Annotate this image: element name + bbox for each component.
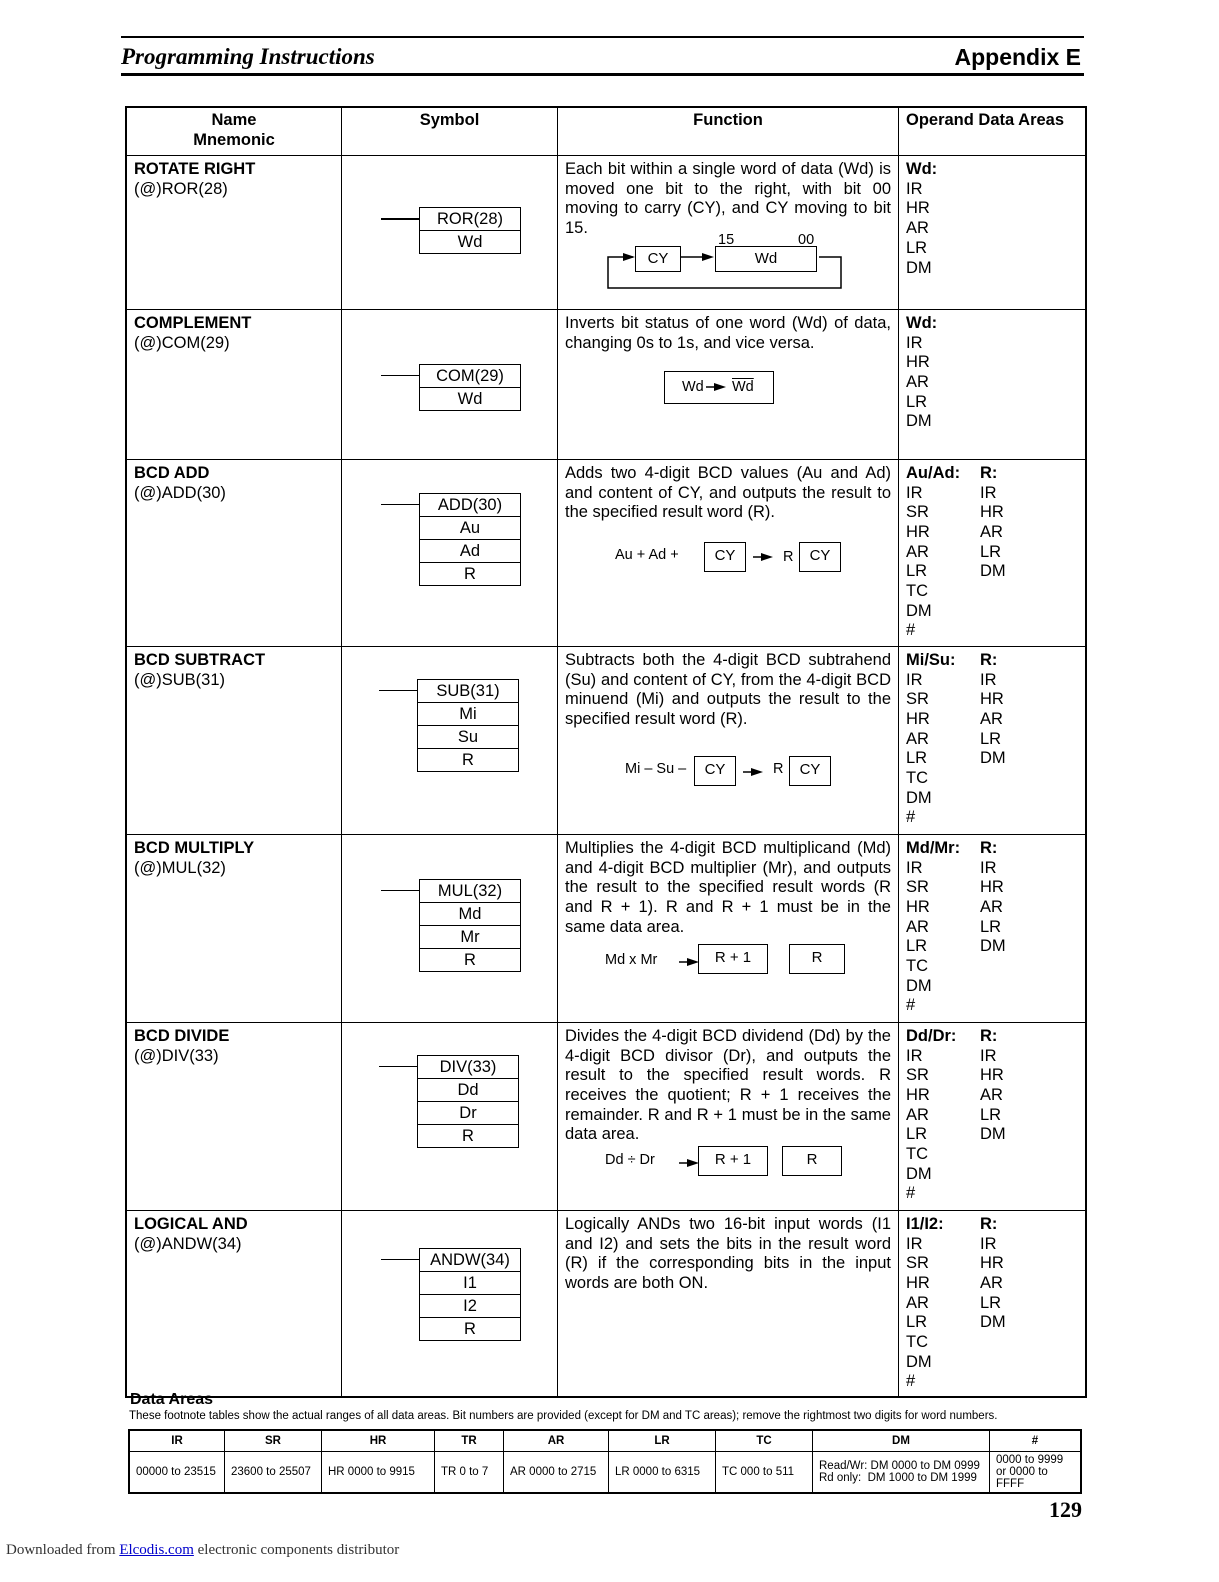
instruction-table (125, 106, 1087, 1398)
operand-cell (899, 459, 1087, 646)
result-r: R (773, 760, 784, 777)
col-name (126, 107, 342, 156)
operand-item: # (906, 808, 916, 827)
header-title: Programming Instructions (121, 44, 375, 69)
function-cell (558, 646, 899, 834)
symbol-operand: Au (420, 517, 520, 540)
da-value-dm (813, 1452, 990, 1494)
symbol-input-line (381, 218, 419, 220)
table-row (126, 156, 1086, 310)
symbol-operand: Dr (418, 1102, 518, 1125)
operand-cell (899, 1210, 1087, 1397)
operand-item: HR (906, 709, 930, 728)
hash-decimal: 0000 to 9999 (996, 1454, 1064, 1466)
da-header: LR (609, 1430, 716, 1452)
da-header: IR (129, 1430, 225, 1452)
data-areas-title: Data Areas (130, 1391, 214, 1408)
sub-diagram (565, 730, 891, 790)
operand-item: LR (906, 749, 928, 768)
operand-item: SR (906, 503, 929, 522)
name-cell (126, 1022, 342, 1210)
table-header-row (126, 107, 1086, 156)
function-text: Logically ANDs two 16-bit input words (I1 and I2) and sets the bits in the result word (R) if the corresponding bits in the input words are both ON. (565, 1214, 891, 1292)
operand-item: AR (906, 729, 929, 748)
operand-item: LR (980, 917, 1002, 936)
operand-item: AR (980, 897, 1003, 916)
table-row (126, 459, 1086, 646)
cy-box: CY (694, 756, 736, 786)
operand-item: AR (980, 709, 1003, 728)
operand-item: AR (980, 1273, 1003, 1292)
dm-readonly: Rd only: DM 1000 to DM 1999 (819, 1472, 977, 1484)
operand-item: TC (906, 1145, 928, 1164)
name-cell (126, 1210, 342, 1397)
da-header: AR (504, 1430, 609, 1452)
symbol-operand: R (464, 1319, 476, 1338)
function-cell (558, 1022, 899, 1210)
add-arrow (753, 548, 783, 568)
footer-suffix: electronic components distributor (197, 1542, 400, 1558)
operand-item: DM (980, 562, 1006, 581)
operand-item: DM (906, 601, 932, 620)
result-r: R (783, 548, 794, 565)
operand-col-1 (906, 839, 980, 1016)
da-header: SR (225, 1430, 322, 1452)
operand-cell (899, 834, 1087, 1022)
operand-item: # (906, 996, 916, 1015)
symbol-operand: Wd (457, 389, 483, 408)
function-text: Adds two 4-digit BCD values (Au and Ad) and content of CY, and outputs the result to the specified result word (R). (565, 463, 891, 522)
symbol-operand: Mi (418, 703, 518, 726)
symbol-input-line (381, 375, 419, 377)
operand-item: IR (980, 670, 997, 689)
da-header: HR (322, 1430, 435, 1452)
header-appendix: Appendix E (954, 44, 1081, 70)
data-areas-table (128, 1429, 1082, 1494)
symbol-box (419, 1248, 521, 1341)
function-text: Subtracts both the 4-digit BCD subtrahend (Su) and content of CY, from the 4-digit BCD minuend (Mi) and outputs the result to the specified result word (R). (565, 650, 891, 728)
function-cell (558, 156, 899, 310)
da-header: TR (435, 1430, 504, 1452)
symbol-mnemonic: ADD(30) (420, 494, 520, 517)
table-row (126, 1022, 1086, 1210)
mul-expression: Md x Mr (605, 952, 658, 969)
instruction-name: BCD ADD (134, 463, 210, 482)
operand-item: HR (906, 897, 930, 916)
col-symbol: Symbol (342, 107, 558, 156)
operand-col-1 (906, 314, 980, 432)
symbol-operand: Ad (420, 540, 520, 563)
symbol-operand: R (462, 750, 474, 769)
cy-box: CY (635, 246, 681, 272)
operand-col-2 (980, 651, 1054, 828)
symbol-mnemonic: ANDW(34) (420, 1249, 520, 1272)
symbol-input-line (379, 1066, 417, 1068)
operand-item: AR (906, 1105, 929, 1124)
operand-col-2 (980, 839, 1054, 1016)
operand-item: SR (906, 1066, 929, 1085)
rotate-diagram (565, 231, 891, 309)
r-plus-1-box: R + 1 (698, 1146, 768, 1176)
table-row (126, 834, 1086, 1022)
symbol-operand: Mr (420, 926, 520, 949)
symbol-box (419, 364, 521, 411)
instruction-name: BCD DIVIDE (134, 1026, 230, 1045)
operand-col-2 (980, 1027, 1054, 1204)
da-value: TC 000 to 511 (716, 1452, 813, 1494)
symbol-operand: Dd (418, 1079, 518, 1102)
symbol-operand: I1 (420, 1272, 520, 1295)
operand-item: TC (906, 1333, 928, 1352)
add-expression: Au + Ad + (615, 546, 679, 563)
function-cell (558, 834, 899, 1022)
operand-item: DM (980, 1313, 1006, 1332)
symbol-input-line (379, 690, 417, 692)
complement-src: Wd (682, 379, 704, 396)
function-cell (558, 459, 899, 646)
operand-heading: Wd: (906, 313, 938, 332)
operand-item: LR (906, 937, 928, 956)
operand-col-2 (980, 1215, 1054, 1392)
bit-00-label: 00 (798, 231, 815, 248)
header-rule-bottom (121, 73, 1084, 76)
operand-item: TC (906, 769, 928, 788)
symbol-operand: Su (418, 726, 518, 749)
page-number: 129 (1049, 1497, 1082, 1522)
operand-item: SR (906, 878, 929, 897)
da-header: TC (716, 1430, 813, 1452)
cy2-box: CY (799, 542, 841, 572)
operand-col-1 (906, 160, 980, 278)
operand-item: LR (980, 1105, 1002, 1124)
operand-item: AR (906, 219, 929, 238)
symbol-input-line (381, 504, 419, 506)
operand-item: AR (906, 917, 929, 936)
col-function: Function (558, 107, 899, 156)
cy-box: CY (704, 542, 746, 572)
operand-item: LR (906, 1313, 928, 1332)
operand-item: AR (980, 522, 1003, 541)
operand-item: IR (980, 858, 997, 877)
symbol-cell (342, 156, 558, 310)
symbol-mnemonic: SUB(31) (418, 680, 518, 703)
name-cell (126, 156, 342, 310)
operand-item: IR (906, 670, 923, 689)
function-text: Multiplies the 4-digit BCD multiplicand (Md) and 4-digit BCD multiplier (Mr), and outputs the result to the specified result words (R and R + 1). R and R + 1 must be in the same data area. (565, 838, 891, 936)
symbol-operand: Md (420, 903, 520, 926)
function-text: Each bit within a single word of data (Wd) is moved one bit to the right, with bit 00 moving to carry (CY), and CY moving to bit 15. (565, 160, 891, 238)
symbol-mnemonic: MUL(32) (420, 880, 520, 903)
operand-heading: Wd: (906, 160, 938, 178)
operand-item: DM (906, 1164, 932, 1183)
symbol-cell (342, 834, 558, 1022)
da-header: # (990, 1430, 1082, 1452)
operand-item: # (906, 621, 916, 640)
instruction-name: BCD SUBTRACT (134, 650, 266, 669)
operand-item: AR (906, 542, 929, 561)
symbol-operand: I2 (420, 1295, 520, 1318)
operand-item: LR (906, 238, 928, 257)
operand-item: AR (906, 1293, 929, 1312)
operand-heading: R: (980, 1214, 998, 1233)
instruction-mnemonic: (@)ROR(28) (134, 179, 228, 198)
instruction-name: LOGICAL AND (134, 1214, 248, 1233)
cy2-box: CY (789, 756, 831, 786)
operand-item: DM (906, 788, 932, 807)
da-value: 00000 to 23515 (129, 1452, 225, 1494)
operand-item: LR (980, 542, 1002, 561)
da-value: TR 0 to 7 (435, 1452, 504, 1494)
hash-hex: or 0000 to FFFF (996, 1466, 1048, 1490)
operand-item: IR (906, 483, 923, 502)
symbol-cell (342, 1210, 558, 1397)
instruction-mnemonic: (@)SUB(31) (134, 670, 226, 689)
operand-item: HR (906, 199, 930, 218)
complement-diagram (565, 353, 891, 413)
instruction-mnemonic: (@)COM(29) (134, 333, 230, 352)
mul-diagram (565, 937, 891, 987)
add-diagram (565, 523, 891, 583)
symbol-mnemonic: COM(29) (420, 365, 520, 388)
col-name-label: Name (211, 111, 257, 129)
operand-item: HR (980, 1066, 1004, 1085)
data-areas-note: These footnote tables show the actual ranges of all data areas. Bit numbers are provided (except for DM and TC areas); remove the rightmost two digits for word numbers. (129, 1410, 998, 1422)
r-box: R (789, 944, 845, 974)
operand-col-1 (906, 1027, 980, 1204)
operand-col-2 (980, 464, 1054, 641)
operand-item: IR (906, 333, 923, 352)
operand-heading: R: (980, 650, 998, 669)
table-row (126, 646, 1086, 834)
operand-cell (899, 309, 1087, 459)
footer-prefix: Downloaded from (6, 1542, 116, 1558)
operand-col-1 (906, 651, 980, 828)
symbol-operand: Wd (457, 233, 483, 251)
operand-cell (899, 156, 1087, 310)
operand-item: AR (906, 372, 929, 391)
operand-item: IR (980, 483, 997, 502)
operand-item: AR (980, 1085, 1003, 1104)
symbol-box (419, 879, 521, 972)
operand-item: LR (906, 562, 928, 581)
rotate-arrows (565, 239, 865, 309)
operand-item: HR (980, 503, 1004, 522)
name-cell (126, 646, 342, 834)
col-operand: Operand Data Areas (899, 107, 1087, 156)
download-footer (6, 1542, 399, 1559)
operand-item: HR (980, 878, 1004, 897)
r-plus-1-box: R + 1 (698, 944, 768, 974)
instruction-mnemonic: (@)DIV(33) (134, 1046, 219, 1065)
operand-item: TC (906, 957, 928, 976)
da-header: DM (813, 1430, 990, 1452)
symbol-cell (342, 459, 558, 646)
instruction-name: ROTATE RIGHT (134, 160, 256, 178)
operand-item: HR (906, 522, 930, 541)
da-value: 23600 to 25507 (225, 1452, 322, 1494)
operand-item: IR (980, 1234, 997, 1253)
da-value: HR 0000 to 9915 (322, 1452, 435, 1494)
operand-cell (899, 1022, 1087, 1210)
instruction-mnemonic: (@)ANDW(34) (134, 1234, 242, 1253)
operand-item: IR (906, 858, 923, 877)
name-cell (126, 834, 342, 1022)
sub-expression: Mi – Su – (625, 760, 687, 777)
operand-item: DM (980, 749, 1006, 768)
table-row (126, 309, 1086, 459)
operand-cell (899, 646, 1087, 834)
symbol-mnemonic: ROR(28) (420, 208, 520, 231)
data-areas-value-row (129, 1452, 1081, 1494)
operand-heading: R: (980, 838, 998, 857)
dm-readwrite: Read/Wr: DM 0000 to DM 0999 (819, 1460, 980, 1472)
div-diagram (565, 1145, 891, 1195)
operand-item: LR (980, 1293, 1002, 1312)
symbol-input-line (381, 890, 419, 892)
instruction-name: BCD MULTIPLY (134, 838, 255, 857)
operand-heading: I1/I2: (906, 1214, 944, 1233)
symbol-box (417, 679, 519, 772)
operand-item: DM (980, 937, 1006, 956)
operand-heading: Dd/Dr: (906, 1026, 957, 1045)
function-cell (558, 309, 899, 459)
operand-heading: Mi/Su: (906, 650, 956, 669)
operand-item: IR (906, 1046, 923, 1065)
instruction-mnemonic: (@)ADD(30) (134, 483, 226, 502)
function-text: Inverts bit status of one word (Wd) of data, changing 0s to 1s, and vice versa. (565, 313, 891, 352)
table-row (126, 1210, 1086, 1397)
r-box: R (782, 1146, 842, 1176)
operand-item: DM (906, 258, 932, 277)
symbol-box (417, 1055, 519, 1148)
operand-heading: Au/Ad: (906, 463, 961, 482)
operand-heading: Md/Mr: (906, 838, 961, 857)
operand-item: # (906, 1184, 916, 1203)
symbol-operand: R (464, 564, 476, 583)
operand-item: HR (906, 1085, 930, 1104)
operand-item: DM (980, 1125, 1006, 1144)
da-value-hash (990, 1452, 1082, 1494)
symbol-box (419, 493, 521, 586)
operand-col-1 (906, 464, 980, 641)
operand-item: # (906, 1372, 916, 1391)
operand-item: SR (906, 1254, 929, 1273)
symbol-cell (342, 309, 558, 459)
function-text: Divides the 4-digit BCD dividend (Dd) by the 4-digit BCD divisor (Dr), and outputs the result to the specified result words. R receives the quotient; R + 1 receives the remainder. R and R + 1 must be in the same data area. (565, 1026, 891, 1144)
operand-item: LR (906, 1125, 928, 1144)
operand-item: TC (906, 582, 928, 601)
operand-item: SR (906, 690, 929, 709)
operand-heading: R: (980, 463, 998, 482)
elcodis-link[interactable]: Elcodis.com (119, 1542, 194, 1558)
symbol-mnemonic: DIV(33) (418, 1056, 518, 1079)
operand-item: DM (906, 412, 932, 431)
instruction-mnemonic: (@)MUL(32) (134, 858, 226, 877)
symbol-box (419, 207, 521, 254)
name-cell (126, 309, 342, 459)
operand-item: HR (906, 353, 930, 372)
operand-item: HR (980, 1254, 1004, 1273)
operand-item: LR (980, 729, 1002, 748)
symbol-cell (342, 646, 558, 834)
da-value: AR 0000 to 2715 (504, 1452, 609, 1494)
operand-item: DM (906, 1352, 932, 1371)
name-cell (126, 459, 342, 646)
operand-item: IR (906, 179, 923, 198)
div-expression: Dd ÷ Dr (605, 1152, 655, 1169)
col-mnemonic-label: Mnemonic (193, 130, 275, 149)
operand-item: IR (980, 1046, 997, 1065)
operand-heading: R: (980, 1026, 998, 1045)
sub-arrow (743, 763, 773, 783)
operand-item: DM (906, 976, 932, 995)
bit-15-label: 15 (718, 231, 735, 248)
da-value: LR 0000 to 6315 (609, 1452, 716, 1494)
data-areas-header-row (129, 1430, 1081, 1452)
function-cell (558, 1210, 899, 1397)
header-rule-top (121, 36, 1084, 38)
symbol-input-line (381, 1259, 419, 1261)
symbol-operand: R (462, 1126, 474, 1145)
instruction-name: COMPLEMENT (134, 313, 252, 332)
complement-dst: $\overline{Wd}$ (732, 379, 754, 396)
operand-item: LR (906, 392, 928, 411)
wd-box: Wd (715, 246, 817, 272)
operand-item: HR (906, 1273, 930, 1292)
symbol-operand: R (464, 950, 476, 969)
operand-item: HR (980, 690, 1004, 709)
symbol-cell (342, 1022, 558, 1210)
operand-col-1 (906, 1215, 980, 1392)
operand-item: IR (906, 1234, 923, 1253)
